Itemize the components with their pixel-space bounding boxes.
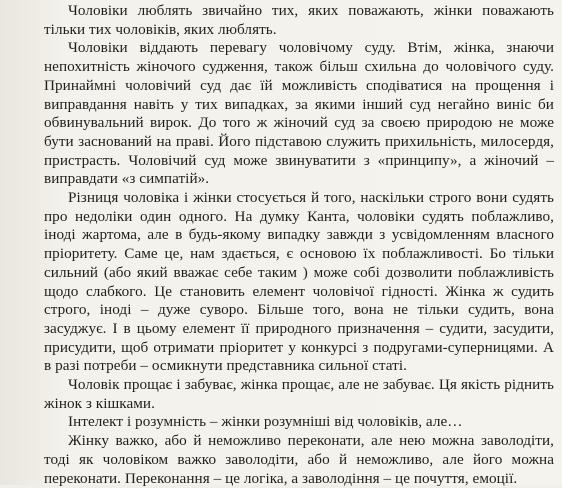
paragraph: Різниця чоловіка і жінки стосується й того, наскільки строго вони судять про недоліки один одного. На думку Канта, чоловіки судять поблажливо, іноді жартома, але в будь-якому випадку завжди з усвідомленням власного пріоритету. Саме це, нам здається, є основою їх поблажливості. Бо тільки сильний (або який вважає себе таким ) може собі дозволити поблажливість щодо слабкого. Це становить елемент чоловічої гідності. Жінка ж судить строго, іноді – дуже суворо. Більше того, вона не тільки судить, вона засуджує. І в цьому елемент її природного призначення – судити, засудити, присудити, щоб отримати пріоритет у конкурсі з подругами-суперницями. А в разі потреби – осмикнути представника сильної статі.	[44, 189, 554, 375]
paragraph: Чоловіки люблять звичайно тих, яких поважають, жінки поважають тільки тих чоловіків, яких люблять.	[44, 2, 554, 38]
paragraph: Інтелект і розумність – жінки розумніші від чоловіків, але…	[68, 413, 463, 431]
paragraph: Чоловік прощає і забуває, жінка прощає, але не забуває. Ця якість ріднить жінок з кішками.	[44, 376, 554, 412]
page-text-block	[44, 2, 554, 488]
paragraph: Чоловіки віддають перевагу чоловічому суду. Втім, жінка, знаючи непохитність жіночого судження, також більш схильна до чоловічого суду. Принаймні чоловічий суд дає їй можливість сподіватися на прощення і виправдання навіть у тих випадках, за якими інший суд негайно виніс би обвинувальний вирок. До того ж жіночий суд за своєю природою не може бути заснований на праві. Його підставою служить прихильність, милосердя, пристрасть. Чоловічий суд може звинуватити з «принципу», а жіночий – виправдати «з симпатій».	[44, 39, 554, 188]
paragraph: Жінку важко, або й неможливо переконати, але нею можна заволодіти, тоді як чоловіком важко заволодіти, або й неможливо, але його можна переконати. Переконання – це логіка, а заволодіння – це почуття, емоції.	[44, 432, 554, 487]
